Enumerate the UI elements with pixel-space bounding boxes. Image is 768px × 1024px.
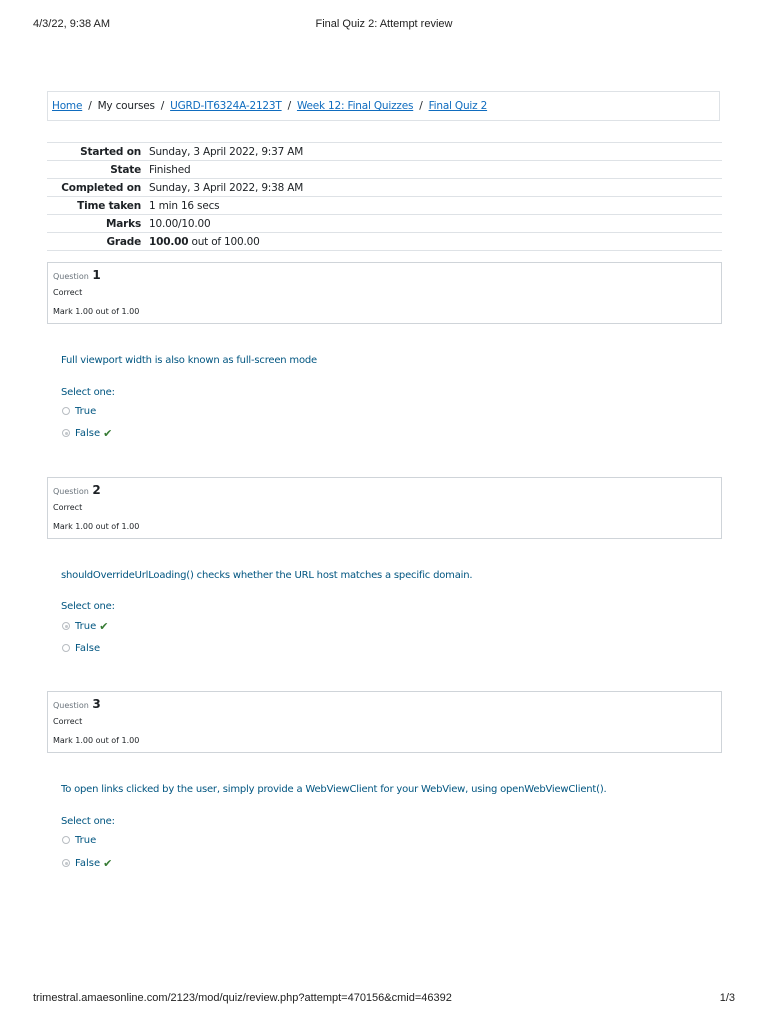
question-text-3: To open links clicked by the user, simply provide a WebViewClient for your WebView, using openWebViewClient(). bbox=[61, 784, 607, 795]
question-label: Question bbox=[53, 272, 89, 281]
breadcrumb-separator: / bbox=[419, 100, 423, 112]
question-info-2 bbox=[47, 477, 722, 539]
check-icon: ✔ bbox=[103, 856, 113, 870]
print-date: 4/3/22, 9:38 AM bbox=[33, 18, 111, 30]
answer-option-false[interactable] bbox=[62, 426, 112, 440]
select-one-prompt: Select one: bbox=[61, 601, 115, 612]
answer-label: False bbox=[75, 857, 101, 869]
answer-label: False bbox=[75, 427, 101, 439]
radio-button-selected[interactable] bbox=[62, 859, 70, 867]
question-number bbox=[53, 483, 101, 497]
question-label: Question bbox=[53, 701, 89, 710]
summary-label: Grade bbox=[47, 233, 145, 251]
answer-label: True bbox=[75, 834, 97, 846]
attempt-summary-table bbox=[47, 142, 722, 251]
breadcrumb-separator: / bbox=[287, 100, 291, 112]
radio-button[interactable] bbox=[62, 836, 70, 844]
summary-row-grade bbox=[47, 233, 722, 251]
grade-out-of: out of 100.00 bbox=[188, 235, 260, 248]
summary-label: Time taken bbox=[47, 197, 145, 215]
radio-button-selected[interactable] bbox=[62, 429, 70, 437]
question-num: 3 bbox=[92, 697, 101, 711]
summary-label: Marks bbox=[47, 215, 145, 233]
question-mark: Mark 1.00 out of 1.00 bbox=[53, 736, 140, 745]
question-text-2: shouldOverrideUrlLoading() checks whether the URL host matches a specific domain. bbox=[61, 570, 473, 581]
question-state: Correct bbox=[53, 717, 83, 726]
summary-row-time-taken bbox=[47, 197, 722, 215]
summary-value bbox=[145, 233, 722, 251]
summary-row-completed bbox=[47, 179, 722, 197]
page-number: 1/3 bbox=[719, 992, 735, 1004]
question-number bbox=[53, 268, 101, 282]
breadcrumb-separator: / bbox=[160, 100, 165, 112]
question-num: 2 bbox=[92, 483, 101, 497]
breadcrumb-course-link[interactable]: UGRD-IT6324A-2123T bbox=[170, 100, 282, 112]
summary-value: Sunday, 3 April 2022, 9:37 AM bbox=[145, 143, 722, 161]
grade-score: 100.00 bbox=[149, 235, 189, 248]
question-num: 1 bbox=[92, 268, 101, 282]
radio-button[interactable] bbox=[62, 407, 70, 415]
summary-value: Sunday, 3 April 2022, 9:38 AM bbox=[145, 179, 722, 197]
answer-label: True bbox=[75, 620, 97, 632]
radio-button[interactable] bbox=[62, 644, 70, 652]
question-mark: Mark 1.00 out of 1.00 bbox=[53, 522, 140, 531]
radio-button-selected[interactable] bbox=[62, 622, 70, 630]
answer-option-true[interactable] bbox=[62, 833, 96, 847]
print-header bbox=[33, 18, 735, 32]
question-info-1 bbox=[47, 262, 722, 324]
answer-label: True bbox=[75, 405, 97, 417]
question-label: Question bbox=[53, 487, 89, 496]
summary-row-marks bbox=[47, 215, 722, 233]
breadcrumb-section-link[interactable]: Week 12: Final Quizzes bbox=[296, 100, 414, 112]
print-title: Final Quiz 2: Attempt review bbox=[315, 18, 453, 30]
answer-option-true[interactable] bbox=[62, 404, 96, 418]
summary-label: Completed on bbox=[47, 179, 145, 197]
answer-option-false[interactable] bbox=[62, 856, 112, 870]
breadcrumb-my-courses: My courses bbox=[97, 100, 155, 112]
summary-row-state bbox=[47, 161, 722, 179]
summary-value: 10.00/10.00 bbox=[145, 215, 722, 233]
page-url: trimestral.amaesonline.com/2123/mod/quiz/review.php?attempt=470156&cmid=46392 bbox=[33, 992, 452, 1004]
answer-label: False bbox=[75, 642, 101, 654]
summary-label: State bbox=[47, 161, 145, 179]
select-one-prompt: Select one: bbox=[61, 387, 115, 398]
breadcrumb bbox=[47, 91, 720, 121]
answer-option-true[interactable] bbox=[62, 619, 108, 633]
question-mark: Mark 1.00 out of 1.00 bbox=[53, 307, 140, 316]
question-text-1: Full viewport width is also known as full-screen mode bbox=[61, 355, 317, 366]
answer-option-false[interactable] bbox=[62, 641, 100, 655]
breadcrumb-separator: / bbox=[88, 100, 92, 112]
summary-row-started bbox=[47, 143, 722, 161]
question-number bbox=[53, 697, 101, 711]
summary-value: Finished bbox=[145, 161, 722, 179]
breadcrumb-quiz-link[interactable]: Final Quiz 2 bbox=[428, 100, 488, 112]
print-footer bbox=[33, 992, 735, 1006]
select-one-prompt: Select one: bbox=[61, 816, 115, 827]
breadcrumb-home-link[interactable]: Home bbox=[52, 100, 83, 112]
question-state: Correct bbox=[53, 503, 83, 512]
summary-value: 1 min 16 secs bbox=[145, 197, 722, 215]
check-icon: ✔ bbox=[99, 619, 109, 633]
summary-label: Started on bbox=[47, 143, 145, 161]
question-info-3 bbox=[47, 691, 722, 753]
question-state: Correct bbox=[53, 288, 83, 297]
check-icon: ✔ bbox=[103, 426, 113, 440]
